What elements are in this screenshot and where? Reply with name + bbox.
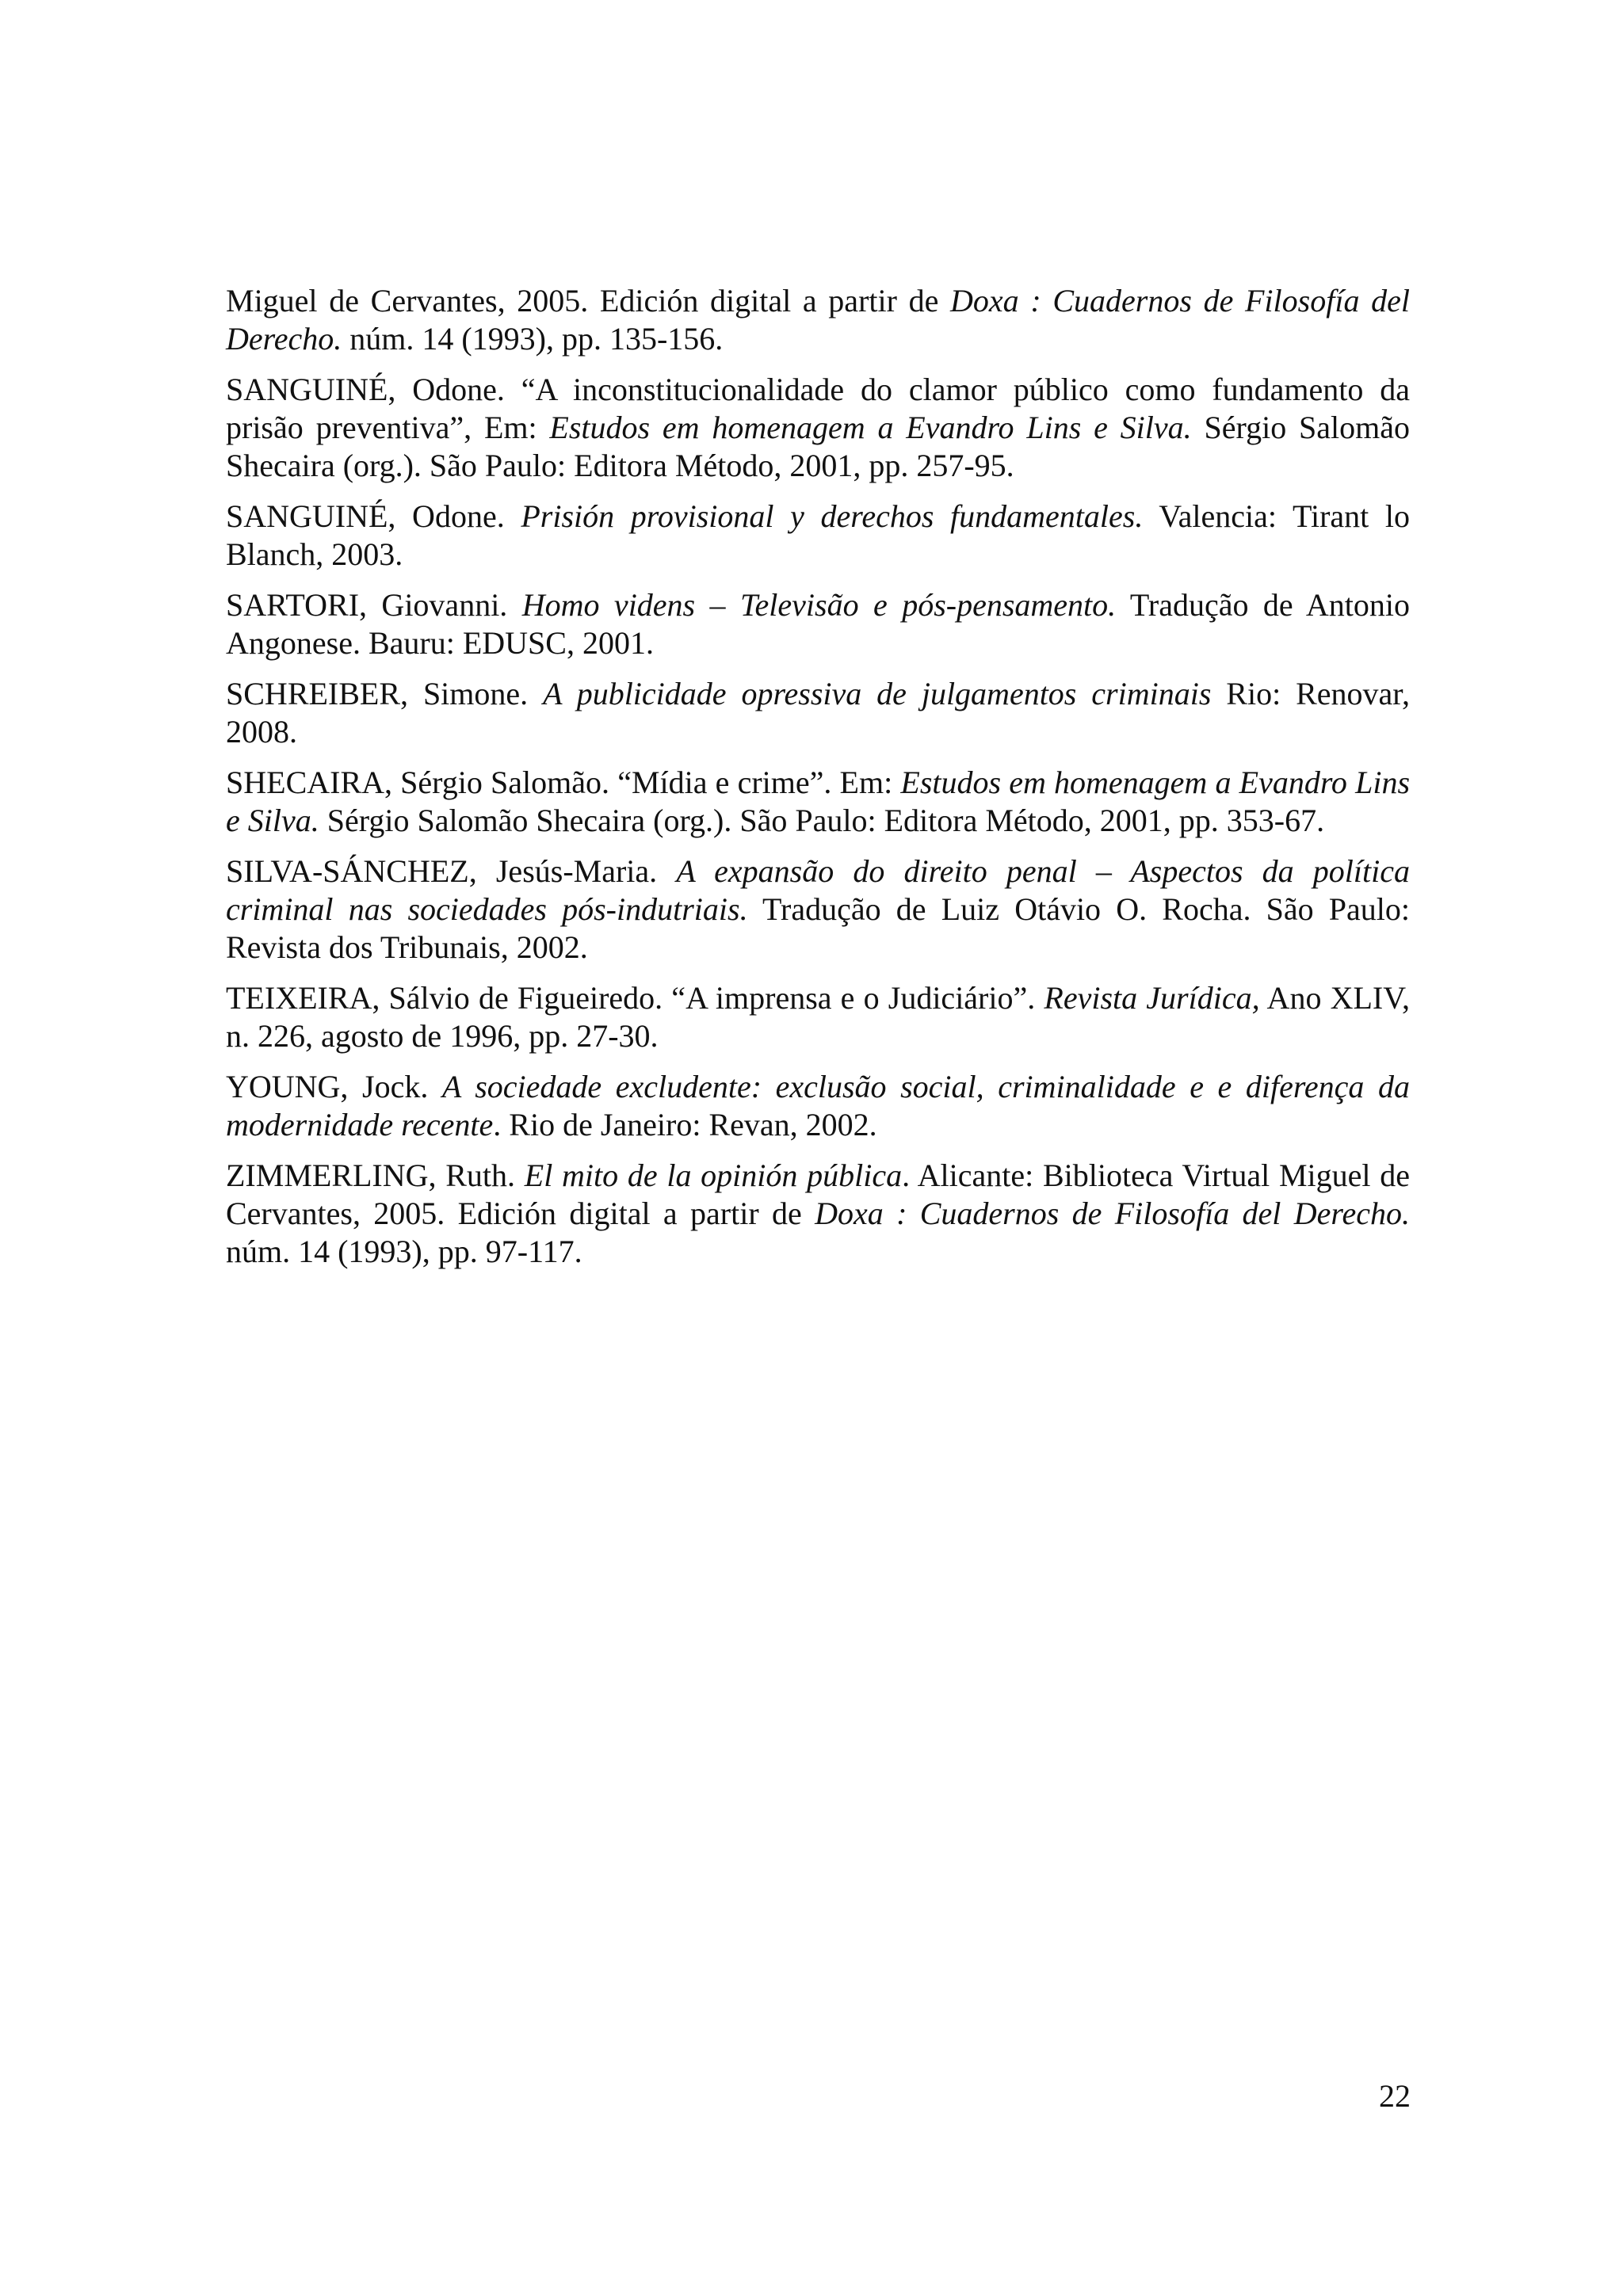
reference-title: A expansão do direito penal – Aspectos da política criminal nas sociedades pós-indutriais. — [226, 853, 1411, 927]
reference-text: Rio: Renovar, 2008. — [226, 676, 1411, 749]
reference-text: ZIMMERLING, Ruth. — [226, 1158, 525, 1193]
reference-text: YOUNG, Jock. — [226, 1069, 442, 1104]
reference-text: SCHREIBER, Simone. — [226, 676, 544, 711]
reference-title: El mito de la opinión pública — [524, 1158, 903, 1193]
reference-list — [226, 282, 1410, 1283]
reference-text: Tradução de Luiz Otávio O. Rocha. São Paulo: Revista dos Tribunais, 2002. — [226, 891, 1411, 965]
reference-text: núm. 14 (1993), pp. 135-156. — [342, 321, 724, 357]
page-number: 22 — [1379, 2078, 1411, 2114]
reference-entry — [226, 1068, 1410, 1144]
reference-title: A publicidade opressiva de julgamentos criminais — [543, 676, 1212, 711]
reference-text: SARTORI, Giovanni. — [226, 587, 522, 623]
reference-text: SANGUINÉ, Odone. — [226, 498, 521, 534]
reference-title: Estudos em homenagem a Evandro Lins e Silva. — [226, 765, 1411, 838]
reference-title: Prisión provisional y derechos fundamentales. — [521, 498, 1144, 534]
reference-text: SILVA-SÁNCHEZ, Jesús-Maria. — [226, 853, 677, 889]
reference-entry — [226, 852, 1410, 967]
reference-text: . Rio de Janeiro: Revan, 2002. — [493, 1107, 877, 1142]
reference-title: Revista Jurídica, — [1044, 980, 1260, 1016]
reference-entry — [226, 371, 1410, 485]
reference-text: Ano XLIV, n. 226, agosto de 1996, pp. 27-30. — [226, 980, 1410, 1054]
reference-text: SHECAIRA, Sérgio Salomão. “Mídia e crime”. Em: — [226, 765, 901, 800]
reference-entry — [226, 282, 1410, 358]
reference-entry — [226, 675, 1410, 751]
reference-title: Homo videns – Televisão e pós-pensamento. — [521, 587, 1117, 623]
reference-text: Tradução de Antonio Angonese. Bauru: EDUSC, 2001. — [226, 587, 1410, 661]
reference-text: . Alicante: Biblioteca Virtual Miguel de Cervantes, 2005. Edición digital a partir de — [226, 1158, 1411, 1231]
reference-entry — [226, 586, 1410, 662]
reference-title: A sociedade excludente: exclusão social, criminalidade e e diferença da modernidade recente — [226, 1069, 1410, 1142]
reference-text: SANGUINÉ, Odone. “A inconstitucionalidade do clamor público como fundamento da prisão preventiva”, Em: — [226, 372, 1410, 445]
reference-text: TEIXEIRA, Sálvio de Figueiredo. “A imprensa e o Judiciário”. — [226, 980, 1044, 1016]
reference-entry — [226, 979, 1410, 1055]
reference-text: Sérgio Salomão Shecaira (org.). São Paulo: Editora Método, 2001, pp. 353-67. — [319, 803, 1325, 838]
reference-text: núm. 14 (1993), pp. 97-117. — [226, 1234, 582, 1269]
reference-entry — [226, 764, 1410, 840]
reference-title: Estudos em homenagem a Evandro Lins e Silva. — [549, 410, 1192, 445]
reference-title: Doxa : Cuadernos de Filosofía del Derecho. — [815, 1196, 1410, 1231]
reference-text: Miguel de Cervantes, 2005. Edición digital a partir de — [226, 283, 951, 318]
reference-entry — [226, 498, 1410, 574]
reference-text: Valencia: Tirant lo Blanch, 2003. — [226, 498, 1411, 572]
reference-text: Sérgio Salomão Shecaira (org.). São Paulo: Editora Método, 2001, pp. 257-95. — [226, 410, 1410, 483]
reference-title: Doxa : Cuadernos de Filosofía del Derecho. — [226, 283, 1410, 357]
reference-entry — [226, 1157, 1410, 1271]
